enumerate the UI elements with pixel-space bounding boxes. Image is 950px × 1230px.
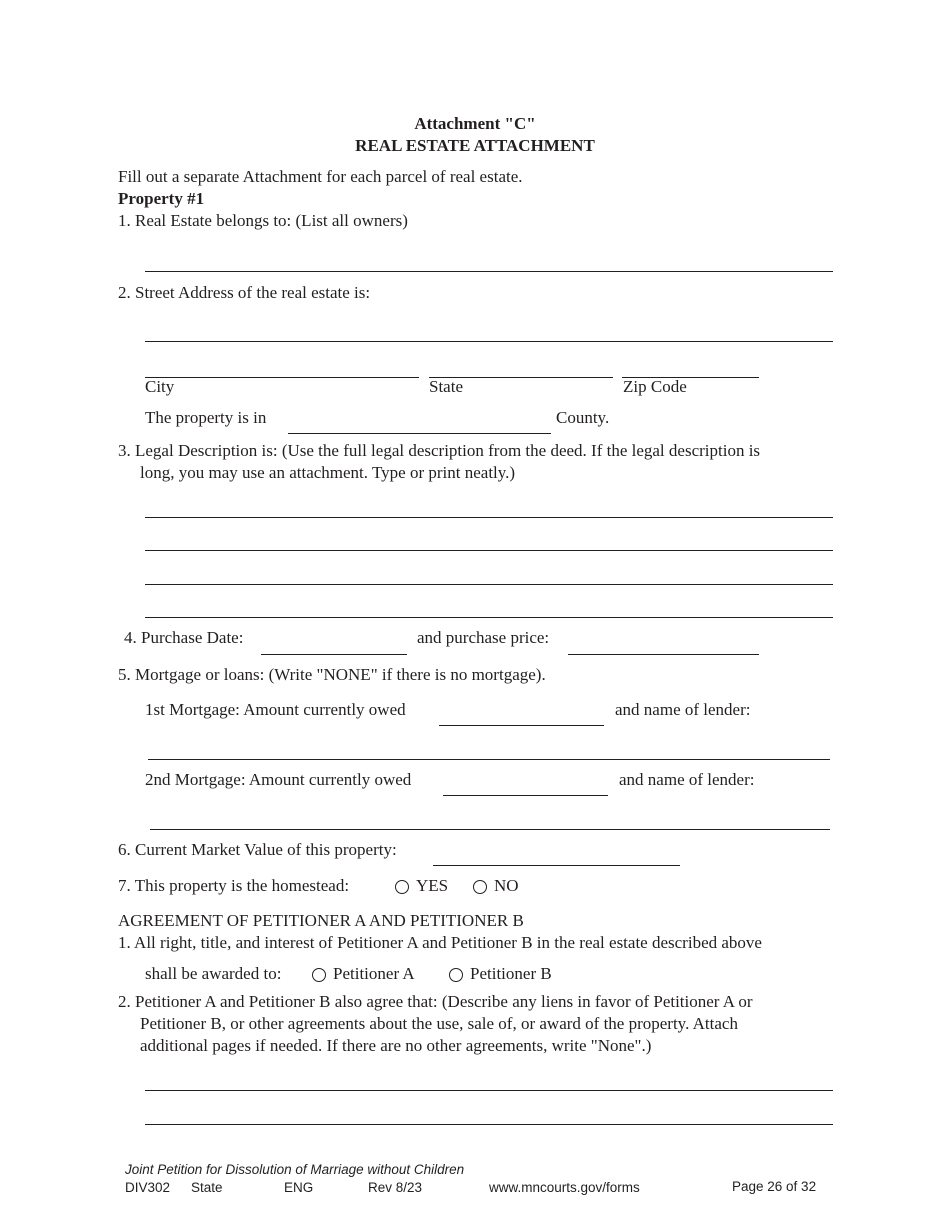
page-title: REAL ESTATE ATTACHMENT — [355, 136, 595, 155]
agreement-item1-line2: shall be awarded to: — [145, 964, 282, 983]
award-petitioner-a-label: Petitioner A — [333, 964, 415, 983]
first-lender-field[interactable] — [148, 759, 830, 760]
footer-language: ENG — [284, 1180, 314, 1195]
purchase-price-label: and purchase price: — [417, 628, 550, 647]
second-mortgage-amount-field[interactable] — [443, 795, 608, 796]
q5-label: 5. Mortgage or loans: (Write "NONE" if there is no mortgage). — [118, 665, 546, 684]
footer-jurisdiction: State — [191, 1180, 223, 1195]
first-mortgage-label: 1st Mortgage: Amount currently owed — [145, 700, 406, 719]
agreement-item2-line2: Petitioner B, or other agreements about the use, sale of, or award of the property. Attach — [140, 1014, 738, 1033]
second-lender-label: and name of lender: — [619, 770, 755, 789]
city-label: City — [145, 377, 175, 396]
q1-label: 1. Real Estate belongs to: (List all owners) — [118, 211, 408, 230]
agreement-item2-line3: additional pages if needed. If there are no other agreements, write "None".) — [140, 1036, 652, 1055]
county-prefix: The property is in — [145, 408, 267, 427]
owners-field[interactable] — [145, 271, 833, 272]
q2-label: 2. Street Address of the real estate is: — [118, 283, 371, 302]
purchase-date-field[interactable] — [261, 654, 407, 655]
homestead-yes-radio[interactable] — [395, 880, 409, 894]
attachment-label: Attachment "C" — [414, 114, 536, 133]
legal-description-line[interactable] — [145, 517, 833, 518]
homestead-no-radio[interactable] — [473, 880, 487, 894]
legal-description-line[interactable] — [145, 550, 833, 551]
award-petitioner-b-radio[interactable] — [449, 968, 463, 982]
first-mortgage-amount-field[interactable] — [439, 725, 604, 726]
q6-label: 6. Current Market Value of this property: — [118, 840, 397, 859]
award-petitioner-a-radio[interactable] — [312, 968, 326, 982]
first-lender-label: and name of lender: — [615, 700, 751, 719]
footer-page-number: Page 26 of 32 — [732, 1179, 817, 1194]
agreement-item2-line1: 2. Petitioner A and Petitioner B also agree that: (Describe any liens in favor of Petitioner A or — [118, 992, 753, 1011]
footer-revision: Rev 8/23 — [368, 1180, 423, 1195]
city-field[interactable] — [145, 377, 419, 378]
purchase-date-label: 4. Purchase Date: — [124, 628, 244, 647]
second-lender-field[interactable] — [150, 829, 830, 830]
agreement-line[interactable] — [145, 1124, 833, 1125]
q7-label: 7. This property is the homestead: — [118, 876, 350, 895]
footer-form-id: DIV302 — [125, 1180, 171, 1195]
zip-label: Zip Code — [623, 377, 687, 396]
agreement-item1-line1: 1. All right, title, and interest of Petitioner A and Petitioner B in the real estate described above — [118, 933, 762, 952]
legal-description-line[interactable] — [145, 617, 833, 618]
second-mortgage-label: 2nd Mortgage: Amount currently owed — [145, 770, 412, 789]
intro-text: Fill out a separate Attachment for each parcel of real estate. — [118, 167, 523, 186]
footer-form-title: Joint Petition for Dissolution of Marriage without Children — [125, 1162, 465, 1177]
county-field[interactable] — [288, 433, 551, 434]
legal-description-line[interactable] — [145, 584, 833, 585]
homestead-yes-label: YES — [416, 876, 449, 895]
award-petitioner-b-label: Petitioner B — [470, 964, 552, 983]
agreement-heading: AGREEMENT OF PETITIONER A AND PETITIONER B — [118, 911, 524, 930]
agreement-line[interactable] — [145, 1090, 833, 1091]
footer-website[interactable]: www.mncourts.gov/forms — [489, 1180, 640, 1195]
street-address-field[interactable] — [145, 341, 833, 342]
market-value-field[interactable] — [433, 865, 680, 866]
property-heading: Property #1 — [118, 189, 205, 208]
state-label: State — [429, 377, 463, 396]
purchase-price-field[interactable] — [568, 654, 759, 655]
q3-label-line2: long, you may use an attachment. Type or print neatly.) — [140, 463, 516, 482]
homestead-no-label: NO — [494, 876, 519, 895]
county-suffix: County. — [556, 408, 610, 427]
q3-label-line1: 3. Legal Description is: (Use the full legal description from the deed. If the legal description is — [118, 441, 761, 460]
